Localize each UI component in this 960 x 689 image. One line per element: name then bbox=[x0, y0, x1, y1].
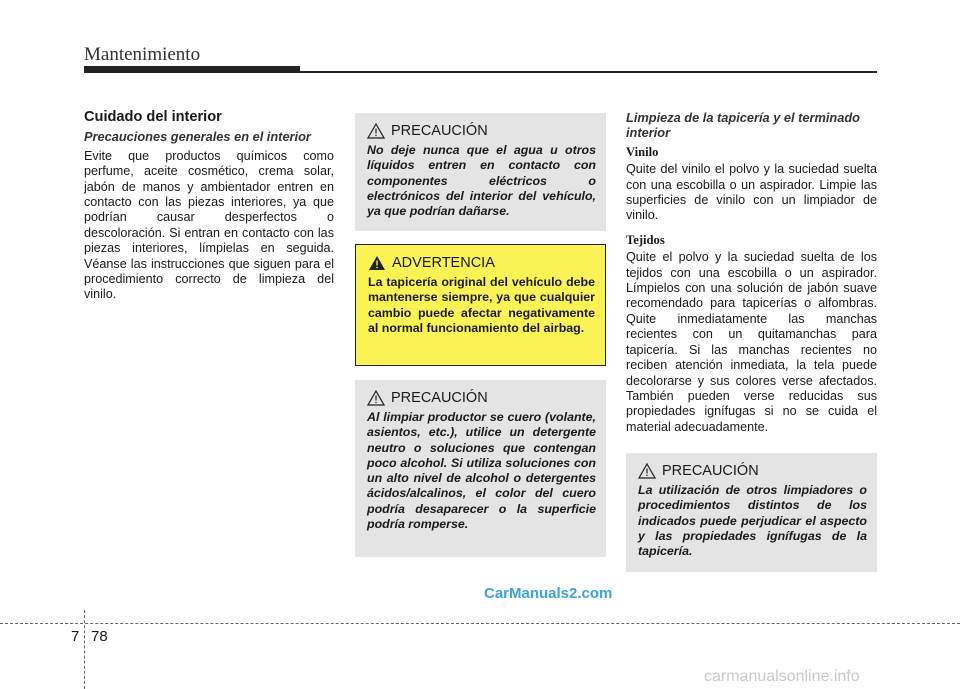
page-number: 78 bbox=[91, 628, 108, 645]
fabric-heading: Tejidos bbox=[626, 232, 665, 247]
footer-site-watermark: carmanualsonline.info bbox=[704, 668, 860, 685]
warning-triangle-outline-icon bbox=[638, 463, 656, 479]
caution-text: No deje nunca que el agua u otros líquidos entren en contacto con componentes eléctricos o electrónicos del interior del vehículo, ya que podrían dañarse. bbox=[367, 143, 596, 219]
warning-triangle-outline-icon bbox=[367, 390, 385, 406]
warning-title: ADVERTENCIA bbox=[392, 255, 495, 271]
caution-box-2 bbox=[355, 380, 606, 557]
caution-title: PRECAUCIÓN bbox=[391, 123, 488, 139]
watermark-link[interactable]: CarManuals2.com bbox=[484, 585, 613, 602]
footer-dashed-divider bbox=[84, 610, 85, 689]
left-column bbox=[84, 110, 334, 303]
caution-box-3 bbox=[626, 453, 877, 572]
caution-title: PRECAUCIÓN bbox=[662, 463, 759, 479]
caution-text: La utilización de otros limpiadores o procedimientos distintos de los indicados puede perjudicar el aspecto y las propiedades ignífugas de la tapicería. bbox=[638, 483, 867, 559]
section-body: Evite que productos químicos como perfume, aceite cosmético, crema solar, jabón de manos y ambientador entren en contacto con las piezas interiores, ya que podrían causar desperfectos o descoloración. Si entran en contacto con las piezas interiores, límpielas en seguida. Véanse las instrucciones que siguen para el procedimiento correcto de limpieza del vinilo. bbox=[84, 148, 334, 302]
right-column bbox=[626, 110, 877, 435]
warning-triangle-filled-icon bbox=[368, 255, 386, 271]
caution-box-1 bbox=[355, 113, 606, 231]
vinyl-heading: Vinilo bbox=[626, 144, 659, 159]
warning-text: La tapicería original del vehículo debe mantenerse siempre, ya que cualquier cambio puede afectar negativamente al normal funcionamiento del airbag. bbox=[368, 275, 595, 335]
section-heading: Cuidado del interior bbox=[84, 109, 222, 125]
footer-dashed-line bbox=[0, 623, 960, 624]
fabric-body: Quite el polvo y la suciedad suelta de los tejidos con una escobilla o un aspirador. Límpielos con una solución de jabón suave recomendado para tapicerías o alfombras. Quite inmediatamente las manchas recientes con un quitamanchas para tapicería. Si las manchas recientes no reciben atención inmediata, la tela puede decolorarse y sus colores verse afectados. También pueden verse reducidas sus propiedades ignífugas si no se cuida el material adecuadamente. bbox=[626, 250, 877, 434]
section-subheading: Limpieza de la tapicería y el terminado interior bbox=[626, 110, 860, 141]
vinyl-body: Quite del vinilo el polvo y la suciedad suelta con una escobilla o un aspirador. Limpie las superficies de vinilo con un limpiador de vinilo. bbox=[626, 162, 877, 223]
caution-title: PRECAUCIÓN bbox=[391, 390, 488, 406]
warning-box bbox=[355, 244, 606, 366]
header-rule bbox=[84, 71, 877, 73]
page-section-title: Mantenimiento bbox=[84, 44, 201, 65]
section-subheading: Precauciones generales en el interior bbox=[84, 129, 311, 145]
chapter-number: 7 bbox=[71, 628, 80, 645]
caution-text: Al limpiar productor se cuero (volante, asientos, etc.), utilice un detergente neutro o soluciones que contengan poco alcohol. Si utiliza soluciones con un alto nivel de alcohol o detergentes ácidos/alcalinos, el color del cuero podría desaparecer o la superficie podría romperse. bbox=[367, 410, 596, 532]
warning-triangle-outline-icon bbox=[367, 123, 385, 139]
